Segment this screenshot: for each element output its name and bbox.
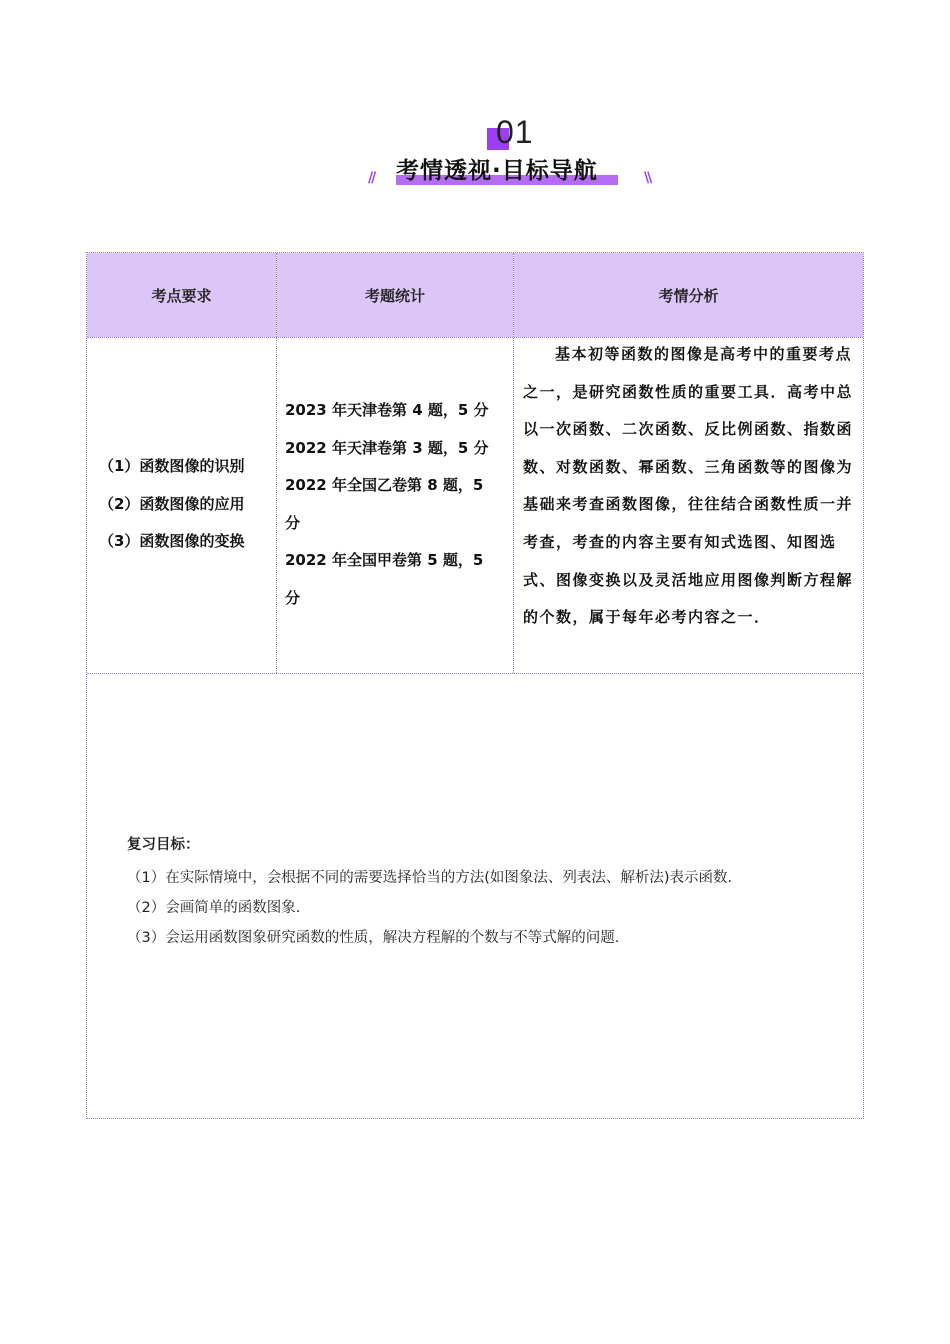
requirement-item: （1）函数图像的识别 xyxy=(99,457,245,475)
goal-item: （2）会画简单的函数图象. xyxy=(127,900,301,916)
column-divider xyxy=(276,253,277,673)
header-analysis: 考情分析 xyxy=(514,253,863,337)
header-requirements: 考点要求 xyxy=(87,253,276,337)
section-title-text: 考情透视·目标导航 xyxy=(396,158,598,184)
statistics-cell xyxy=(285,392,509,618)
stat-line: 2022 年天津卷第 3 题，5 分 xyxy=(285,438,489,457)
goals-title: 复习目标： xyxy=(127,837,200,853)
requirement-item: （2）函数图像的应用 xyxy=(99,494,245,513)
section-number xyxy=(496,112,556,152)
section-number-text: 01 xyxy=(496,114,534,150)
review-goals xyxy=(127,833,847,953)
section-title xyxy=(368,150,660,194)
stat-line: 2023 年天津卷第 4 题，5 分 xyxy=(285,401,489,419)
analysis-cell: 基本初等函数的图像是高考中的重要考点之一，是研究函数性质的重要工具．高考中总以一次函数、二次函数、反比例函数、指数函数、对数函数、幂函数、三角函数等的图像为基础来考查函数图像，往往结合函数性质一并考查，考查的内容主要有知式选图、知图选式、图像变换以及灵活地应用图像判断方程解的个数，属于每年必考内容之一． xyxy=(523,345,854,627)
column-divider xyxy=(513,253,514,673)
header-statistics: 考题统计 xyxy=(277,253,513,337)
stat-line: 2022 年全国乙卷第 8 题，5 xyxy=(285,476,484,495)
slash-decor-left-icon: // xyxy=(368,170,375,186)
stat-line: 分 xyxy=(285,513,301,532)
requirements-cell xyxy=(99,448,275,561)
stat-line: 分 xyxy=(285,588,301,607)
requirement-item: （3）函数图像的变换 xyxy=(99,532,245,551)
row-divider xyxy=(87,673,863,674)
exam-analysis-table xyxy=(86,252,864,1119)
slash-decor-right-icon: \\ xyxy=(644,170,651,186)
stat-line: 2022 年全国甲卷第 5 题，5 xyxy=(285,551,484,570)
goal-item: （1）在实际情境中，会根据不同的需要选择恰当的方法(如图象法、列表法、解析法)表示函数. xyxy=(127,870,733,886)
goal-item: （3）会运用函数图象研究函数的性质，解决方程解的个数与不等式解的问题. xyxy=(127,930,620,946)
